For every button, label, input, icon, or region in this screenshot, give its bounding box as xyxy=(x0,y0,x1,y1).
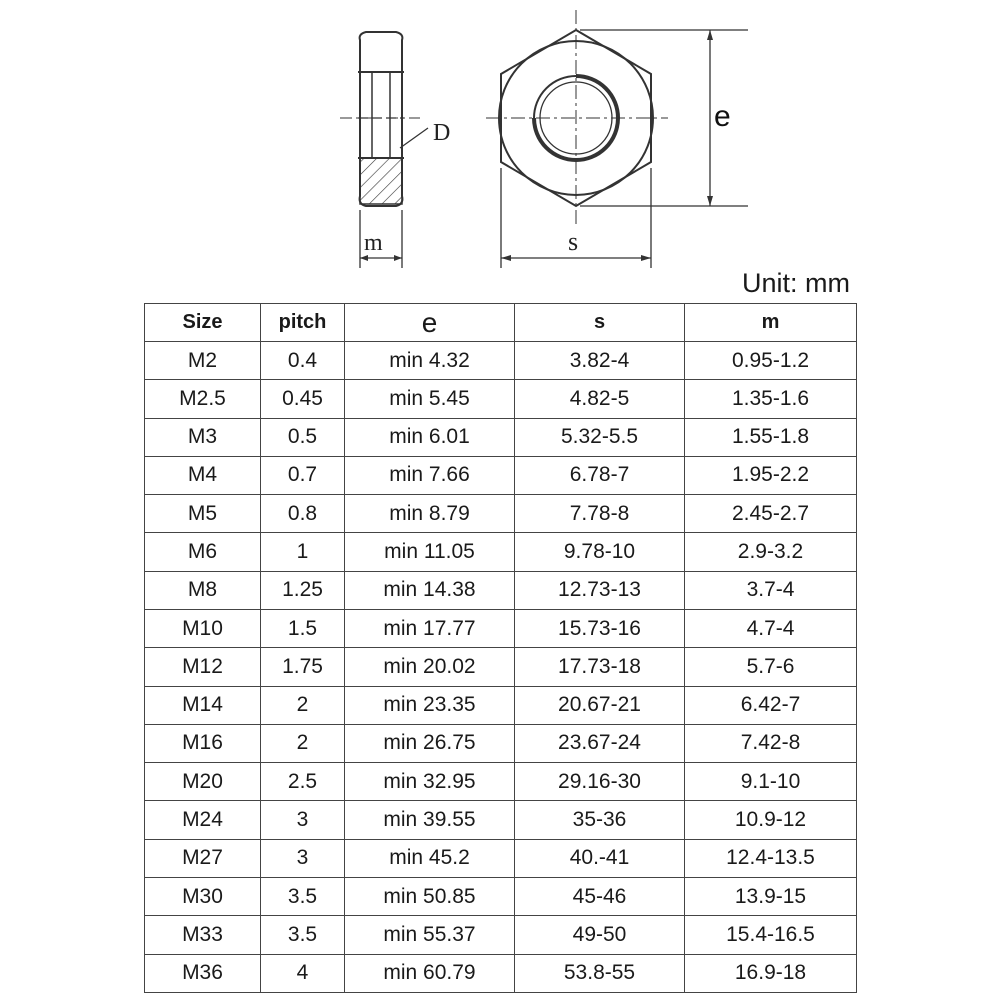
table-row xyxy=(145,724,857,762)
cell-e: min 55.37 xyxy=(345,916,515,954)
cell-m: 1.55-1.8 xyxy=(685,418,857,456)
nut-dimension-table xyxy=(144,303,857,993)
table-row xyxy=(145,877,857,915)
table-row xyxy=(145,954,857,993)
cell-m: 10.9-12 xyxy=(685,801,857,839)
cell-m: 2.9-3.2 xyxy=(685,533,857,571)
cell-e: min 11.05 xyxy=(345,533,515,571)
cell-size: M12 xyxy=(145,648,261,686)
cell-pitch: 2 xyxy=(261,686,345,724)
cell-m: 3.7-4 xyxy=(685,571,857,609)
cell-size: M36 xyxy=(145,954,261,993)
cell-e: min 20.02 xyxy=(345,648,515,686)
cell-e: min 45.2 xyxy=(345,839,515,877)
cell-m: 13.9-15 xyxy=(685,877,857,915)
cell-size: M24 xyxy=(145,801,261,839)
nut-side-view xyxy=(340,32,428,268)
label-e: e xyxy=(714,100,731,133)
cell-pitch: 3 xyxy=(261,801,345,839)
cell-pitch: 1.5 xyxy=(261,609,345,647)
cell-e: min 26.75 xyxy=(345,724,515,762)
cell-s: 4.82-5 xyxy=(515,380,685,418)
table-row xyxy=(145,533,857,571)
cell-size: M5 xyxy=(145,495,261,533)
cell-m: 7.42-8 xyxy=(685,724,857,762)
cell-s: 53.8-55 xyxy=(515,954,685,993)
nut-front-view xyxy=(486,10,748,268)
cell-m: 5.7-6 xyxy=(685,648,857,686)
cell-pitch: 0.8 xyxy=(261,495,345,533)
label-m: m xyxy=(364,230,383,256)
cell-pitch: 3.5 xyxy=(261,916,345,954)
table-row xyxy=(145,916,857,954)
cell-s: 17.73-18 xyxy=(515,648,685,686)
label-s: s xyxy=(568,227,579,256)
cell-pitch: 1.25 xyxy=(261,571,345,609)
table-row xyxy=(145,609,857,647)
cell-e: min 14.38 xyxy=(345,571,515,609)
cell-pitch: 2.5 xyxy=(261,763,345,801)
table-row xyxy=(145,342,857,380)
cell-m: 4.7-4 xyxy=(685,609,857,647)
table-header-row xyxy=(145,304,857,342)
unit-label: Unit: mm xyxy=(742,268,850,298)
table-row xyxy=(145,686,857,724)
cell-size: M14 xyxy=(145,686,261,724)
cell-s: 20.67-21 xyxy=(515,686,685,724)
table-row xyxy=(145,839,857,877)
cell-m: 1.35-1.6 xyxy=(685,380,857,418)
cell-size: M30 xyxy=(145,877,261,915)
header-e: e xyxy=(345,304,515,342)
cell-size: M2.5 xyxy=(145,380,261,418)
header-size: Size xyxy=(145,304,261,342)
cell-size: M4 xyxy=(145,456,261,494)
cell-s: 9.78-10 xyxy=(515,533,685,571)
label-d: D xyxy=(433,120,451,146)
cell-pitch: 0.4 xyxy=(261,342,345,380)
cell-m: 6.42-7 xyxy=(685,686,857,724)
cell-e: min 60.79 xyxy=(345,954,515,993)
cell-m: 16.9-18 xyxy=(685,954,857,993)
cell-e: min 5.45 xyxy=(345,380,515,418)
cell-e: min 6.01 xyxy=(345,418,515,456)
cell-e: min 8.79 xyxy=(345,495,515,533)
cell-size: M20 xyxy=(145,763,261,801)
cell-pitch: 0.5 xyxy=(261,418,345,456)
cell-m: 2.45-2.7 xyxy=(685,495,857,533)
table-row xyxy=(145,380,857,418)
cell-size: M27 xyxy=(145,839,261,877)
cell-size: M10 xyxy=(145,609,261,647)
cell-e: min 32.95 xyxy=(345,763,515,801)
header-pitch: pitch xyxy=(261,304,345,342)
cell-s: 5.32-5.5 xyxy=(515,418,685,456)
cell-size: M3 xyxy=(145,418,261,456)
table-row xyxy=(145,763,857,801)
cell-size: M16 xyxy=(145,724,261,762)
cell-size: M2 xyxy=(145,342,261,380)
table-row xyxy=(145,456,857,494)
cell-s: 7.78-8 xyxy=(515,495,685,533)
table-row xyxy=(145,801,857,839)
cell-e: min 39.55 xyxy=(345,801,515,839)
table-row xyxy=(145,571,857,609)
table-row xyxy=(145,495,857,533)
cell-size: M6 xyxy=(145,533,261,571)
cell-s: 3.82-4 xyxy=(515,342,685,380)
cell-s: 35-36 xyxy=(515,801,685,839)
cell-s: 40.-41 xyxy=(515,839,685,877)
cell-m: 9.1-10 xyxy=(685,763,857,801)
cell-size: M8 xyxy=(145,571,261,609)
header-s: s xyxy=(515,304,685,342)
cell-pitch: 4 xyxy=(261,954,345,993)
cell-s: 49-50 xyxy=(515,916,685,954)
cell-pitch: 1.75 xyxy=(261,648,345,686)
cell-e: min 7.66 xyxy=(345,456,515,494)
cell-pitch: 3.5 xyxy=(261,877,345,915)
cell-s: 23.67-24 xyxy=(515,724,685,762)
cell-m: 12.4-13.5 xyxy=(685,839,857,877)
header-m: m xyxy=(685,304,857,342)
cell-s: 45-46 xyxy=(515,877,685,915)
cell-e: min 17.77 xyxy=(345,609,515,647)
table-body xyxy=(145,342,857,993)
cell-e: min 50.85 xyxy=(345,877,515,915)
cell-s: 12.73-13 xyxy=(515,571,685,609)
cell-pitch: 0.45 xyxy=(261,380,345,418)
cell-e: min 4.32 xyxy=(345,342,515,380)
cell-pitch: 1 xyxy=(261,533,345,571)
cell-s: 15.73-16 xyxy=(515,609,685,647)
cell-e: min 23.35 xyxy=(345,686,515,724)
cell-m: 1.95-2.2 xyxy=(685,456,857,494)
cell-size: M33 xyxy=(145,916,261,954)
cell-s: 29.16-30 xyxy=(515,763,685,801)
cell-pitch: 0.7 xyxy=(261,456,345,494)
cell-pitch: 3 xyxy=(261,839,345,877)
cell-m: 0.95-1.2 xyxy=(685,342,857,380)
cell-m: 15.4-16.5 xyxy=(685,916,857,954)
table-row xyxy=(145,418,857,456)
cell-s: 6.78-7 xyxy=(515,456,685,494)
table-row xyxy=(145,648,857,686)
cell-pitch: 2 xyxy=(261,724,345,762)
hex-nut-technical-drawing xyxy=(0,0,1000,280)
